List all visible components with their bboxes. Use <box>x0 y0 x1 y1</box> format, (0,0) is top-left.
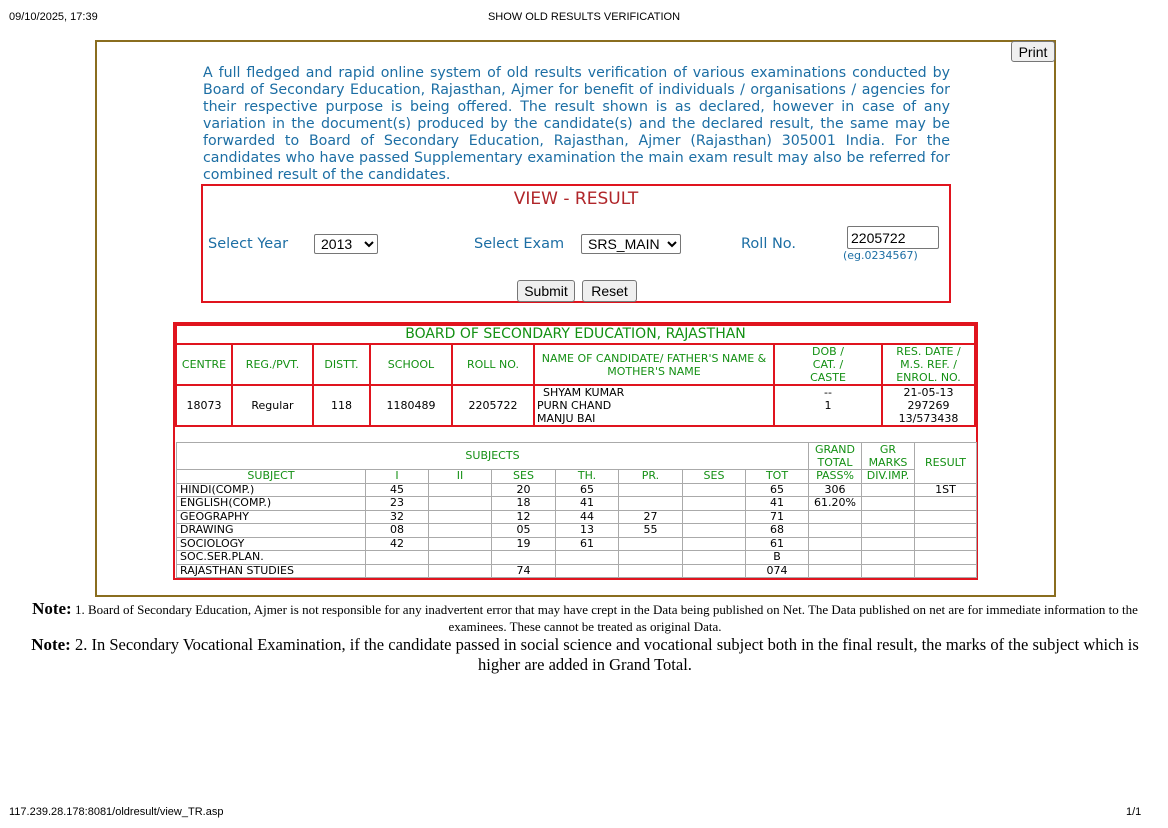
cell-gt: 306 <box>809 483 862 497</box>
cell-ses2 <box>683 551 746 565</box>
col-pr: PR. <box>619 470 683 484</box>
exam-select[interactable] <box>581 234 681 254</box>
cell-ses2 <box>683 524 746 538</box>
submit-button[interactable]: Submit <box>517 280 575 302</box>
cell-pr <box>619 497 683 511</box>
candidate-table <box>175 324 976 427</box>
cell-subject: ENGLISH(COMP.) <box>177 497 366 511</box>
cell-i: 08 <box>366 524 429 538</box>
cell-ses: 05 <box>492 524 556 538</box>
cell-gr <box>862 483 915 497</box>
cell-res <box>915 551 977 565</box>
cell-subject: DRAWING <box>177 524 366 538</box>
roll-value: 2205722 <box>452 385 534 426</box>
col-subject: SUBJECT <box>177 470 366 484</box>
cell-ii <box>429 483 492 497</box>
cell-pr <box>619 564 683 578</box>
candidate-names <box>534 385 774 426</box>
header-name: NAME OF CANDIDATE/ FATHER'S NAME & MOTHER'S NAME <box>534 344 774 385</box>
dob-cat-value: -- 1 <box>774 385 882 426</box>
print-button[interactable]: Print <box>1011 41 1055 62</box>
header-res-date: RES. DATE / M.S. REF. / ENROL. NO. <box>882 344 975 385</box>
table-row <box>177 483 977 497</box>
cell-gr <box>862 551 915 565</box>
cell-gt <box>809 524 862 538</box>
cell-ii <box>429 551 492 565</box>
col-ses: SES <box>492 470 556 484</box>
select-exam-label: Select Exam <box>474 236 565 252</box>
cell-gt <box>809 510 862 524</box>
distt-value: 118 <box>313 385 370 426</box>
table-row <box>177 537 977 551</box>
cell-tot: 61 <box>746 537 809 551</box>
view-result-title: VIEW - RESULT <box>513 189 639 209</box>
cell-i: 23 <box>366 497 429 511</box>
note-2-label: Note: <box>31 635 71 654</box>
cell-gr <box>862 510 915 524</box>
note-1-text: 1. Board of Secondary Education, Ajmer is not responsible for any inadvertent error that may have crept in the Data being published on Net. The Data published on net are for immediate information to the examinees. These cannot be treated as original Data. <box>74 602 1138 634</box>
cell-res <box>915 510 977 524</box>
cell-th: 44 <box>556 510 619 524</box>
cell-i: 32 <box>366 510 429 524</box>
view-result-form <box>201 184 951 303</box>
table-row <box>177 564 977 578</box>
print-page-title: SHOW OLD RESULTS VERIFICATION <box>487 11 681 23</box>
cell-ii <box>429 564 492 578</box>
candidate-name: SHYAM KUMAR <box>543 386 625 399</box>
centre-value: 18073 <box>176 385 232 426</box>
header-distt: DISTT. <box>313 344 370 385</box>
col-tot: TOT <box>746 470 809 484</box>
cell-i <box>366 551 429 565</box>
cell-gt <box>809 551 862 565</box>
cell-tot: B <box>746 551 809 565</box>
intro-paragraph: A full fledged and rapid online system of old results verification of various examinations conducted by Board of Secondary Education, Rajasthan, Ajmer for benefit of individuals / organisations / agencies for their respective purpose is being offered. The result shown is as declared, however in case of any variation in the document(s) produced by the candidate(s) and the declared result, the same may be forwarded to Board of Secondary Education, Rajasthan, Ajmer (Rajasthan) 305001 India. For the candidates who have passed Supplementary examination the main exam result may also be referred for combined result of the candidates. <box>203 65 950 183</box>
cell-ses <box>492 551 556 565</box>
header-dob: DOB / CAT. / CASTE <box>774 344 882 385</box>
cell-th: 65 <box>556 483 619 497</box>
cell-tot: 65 <box>746 483 809 497</box>
print-datetime: 09/10/2025, 17:39 <box>9 11 98 23</box>
col-ses2: SES <box>683 470 746 484</box>
mother-name: MANJU BAI <box>537 412 596 425</box>
col-div: DIV.IMP. <box>862 470 915 484</box>
note-1-label: Note: <box>32 599 72 618</box>
cell-subject: SOCIOLOGY <box>177 537 366 551</box>
cell-tot: 68 <box>746 524 809 538</box>
table-row <box>177 497 977 511</box>
cell-gt <box>809 564 862 578</box>
header-roll: ROLL NO. <box>452 344 534 385</box>
cell-ses: 74 <box>492 564 556 578</box>
cell-th <box>556 551 619 565</box>
school-value: 1180489 <box>370 385 452 426</box>
cell-i: 45 <box>366 483 429 497</box>
note-2-text: 2. In Secondary Vocational Examination, if the candidate passed in social science and vocational subject both in the final result, the marks of the subject which is higher are added in Grand Total. <box>74 635 1139 674</box>
cell-tot: 71 <box>746 510 809 524</box>
cell-pr <box>619 551 683 565</box>
cell-res <box>915 564 977 578</box>
note-1 <box>30 600 1140 635</box>
cell-subject: GEOGRAPHY <box>177 510 366 524</box>
cell-i <box>366 564 429 578</box>
cell-pr: 27 <box>619 510 683 524</box>
cell-ii <box>429 537 492 551</box>
cell-ses: 12 <box>492 510 556 524</box>
cell-res <box>915 524 977 538</box>
cell-ses2 <box>683 510 746 524</box>
cell-ses2 <box>683 497 746 511</box>
cell-ii <box>429 510 492 524</box>
father-name: PURN CHAND <box>537 399 612 412</box>
note-2 <box>25 635 1145 675</box>
reset-button[interactable]: Reset <box>582 280 637 302</box>
board-title: BOARD OF SECONDARY EDUCATION, RAJASTHAN <box>176 325 975 344</box>
cell-tot: 41 <box>746 497 809 511</box>
cell-pr: 55 <box>619 524 683 538</box>
select-year-label: Select Year <box>208 236 289 252</box>
cell-gt: 61.20% <box>809 497 862 511</box>
cell-ses: 19 <box>492 537 556 551</box>
header-centre: CENTRE <box>176 344 232 385</box>
header-school: SCHOOL <box>370 344 452 385</box>
cell-ses2 <box>683 483 746 497</box>
subjects-header: SUBJECTS <box>177 443 809 470</box>
cell-gr <box>862 497 915 511</box>
gr-marks-header: GR MARKS <box>862 443 915 470</box>
cell-pr <box>619 537 683 551</box>
cell-gr <box>862 564 915 578</box>
result-panel <box>173 322 978 580</box>
col-th: TH. <box>556 470 619 484</box>
cell-subject: SOC.SER.PLAN. <box>177 551 366 565</box>
col-pass: PASS% <box>809 470 862 484</box>
year-select[interactable] <box>314 234 378 254</box>
res-date-value: 21-05-13 297269 13/573438 <box>882 385 975 426</box>
cell-res <box>915 497 977 511</box>
cell-res <box>915 537 977 551</box>
reg-value: Regular <box>232 385 313 426</box>
col-i: I <box>366 470 429 484</box>
cell-th: 61 <box>556 537 619 551</box>
cell-subject: HINDI(COMP.) <box>177 483 366 497</box>
cell-ses2 <box>683 537 746 551</box>
roll-no-input[interactable] <box>847 226 939 249</box>
cell-gr <box>862 537 915 551</box>
marks-table <box>176 442 977 578</box>
cell-i: 42 <box>366 537 429 551</box>
cell-ii <box>429 497 492 511</box>
cell-ii <box>429 524 492 538</box>
cell-ses2 <box>683 564 746 578</box>
print-url: 117.239.28.178:8081/oldresult/view_TR.asp <box>9 806 224 818</box>
cell-gr <box>862 524 915 538</box>
table-row <box>177 551 977 565</box>
table-row <box>177 510 977 524</box>
cell-tot: 074 <box>746 564 809 578</box>
cell-ses: 20 <box>492 483 556 497</box>
result-header: RESULT <box>915 443 977 484</box>
header-reg: REG./PVT. <box>232 344 313 385</box>
cell-gt <box>809 537 862 551</box>
table-row <box>177 524 977 538</box>
cell-pr <box>619 483 683 497</box>
roll-no-hint: (eg.0234567) <box>843 249 918 262</box>
cell-th <box>556 564 619 578</box>
cell-ses: 18 <box>492 497 556 511</box>
cell-th: 41 <box>556 497 619 511</box>
cell-th: 13 <box>556 524 619 538</box>
cell-res: 1ST <box>915 483 977 497</box>
grand-total-header: GRAND TOTAL <box>809 443 862 470</box>
cell-subject: RAJASTHAN STUDIES <box>177 564 366 578</box>
col-ii: II <box>429 470 492 484</box>
print-page-count: 1/1 <box>1126 806 1142 818</box>
roll-no-label: Roll No. <box>741 236 797 252</box>
